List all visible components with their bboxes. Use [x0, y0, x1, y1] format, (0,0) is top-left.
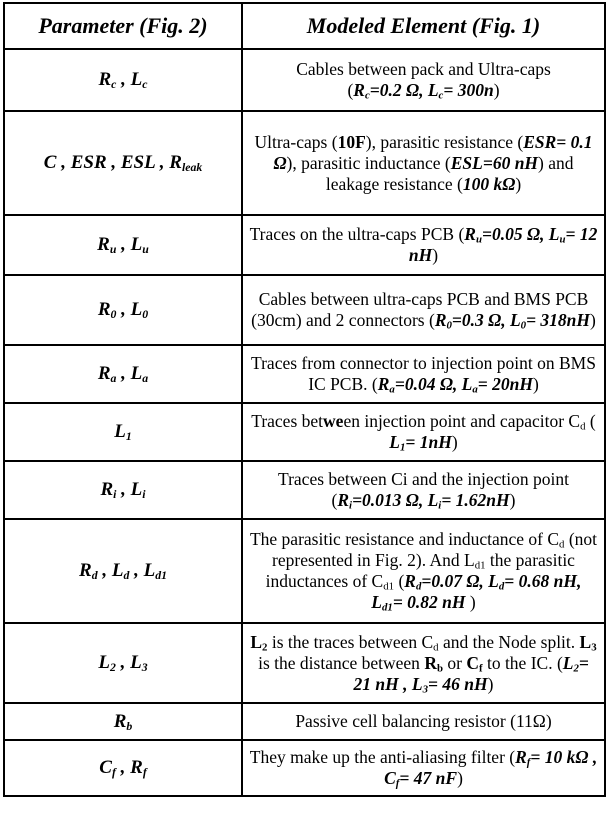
desc-cell: Traces from connector to injection point on BMS IC PCB. ($R_a=0.04$ Ω, $L_a= 20nH$) — [242, 345, 605, 403]
desc-cell: $L_2$ is the traces between $C_d$ and the Node split. $L_3$ is the distance between $R_b$ or $C_f$ to the IC. ($L_2= 21$ nH , $L_3= 46$ nH) — [242, 623, 605, 703]
table-row — [4, 275, 605, 345]
param-cell: $R_c$ , $L_c$ — [4, 49, 242, 111]
header-modeled-element: Modeled Element (Fig. 1) — [242, 3, 605, 49]
param-cell: $C_f$ , $R_f$ — [4, 740, 242, 796]
desc-cell: The parasitic resistance and inductance of $C_d$ (not represented in Fig. 2). And $L_{d1}$ the parasitic inductances of $C_{d1}$ ($R_d=0.07$ Ω, $L_d= 0.68$ nH, $L_{d1}= 0.82$ nH ) — [242, 519, 605, 623]
table-row — [4, 703, 605, 740]
param-cell: $R_0$ , $L_0$ — [4, 275, 242, 345]
param-cell: $R_b$ — [4, 703, 242, 740]
table-row — [4, 461, 605, 519]
header-parameter: Parameter (Fig. 2) — [4, 3, 242, 49]
desc-cell: Passive cell balancing resistor (11Ω) — [242, 703, 605, 740]
table-row — [4, 49, 605, 111]
parameter-table — [3, 2, 606, 797]
param-cell: $R_i$ , $L_i$ — [4, 461, 242, 519]
table-row — [4, 740, 605, 796]
param-cell: $R_d$ , $L_d$ , $L_{d1}$ — [4, 519, 242, 623]
header-row — [4, 3, 605, 49]
desc-cell: Traces between Ci and the injection point ($R_i=0.013$ Ω, $L_i= 1.62nH$) — [242, 461, 605, 519]
table-row — [4, 623, 605, 703]
desc-cell: Traces between injection point and capacitor $C_d$ ( $L_1= 1nH$) — [242, 403, 605, 461]
desc-cell: Traces on the ultra-caps PCB ($R_u=0.05$ Ω, $L_u= 12$ nH) — [242, 215, 605, 275]
table-row — [4, 345, 605, 403]
param-cell: $L_1$ — [4, 403, 242, 461]
table-row — [4, 519, 605, 623]
desc-cell: Cables between ultra-caps PCB and BMS PCB (30cm) and 2 connectors ($R_0=0.3$ Ω, $L_0= 318nH$) — [242, 275, 605, 345]
param-cell: C , ESR , ESL , $R_{leak}$ — [4, 111, 242, 215]
table-row — [4, 215, 605, 275]
table-row — [4, 111, 605, 215]
desc-cell: They make up the anti-aliasing filter ($R_f= 10$ kΩ , $C_f= 47$ nF) — [242, 740, 605, 796]
param-cell: $R_a$ , $L_a$ — [4, 345, 242, 403]
param-cell: $L_2$ , $L_3$ — [4, 623, 242, 703]
param-cell: $R_u$ , $L_u$ — [4, 215, 242, 275]
table-row — [4, 403, 605, 461]
desc-cell: Cables between pack and Ultra-caps ($R_c=0.2$ Ω, $L_c= 300n$) — [242, 49, 605, 111]
desc-cell: Ultra-caps (10F), parasitic resistance (ESR= 0.1 Ω), parasitic inductance (ESL=60 nH) and leakage resistance (100 kΩ) — [242, 111, 605, 215]
